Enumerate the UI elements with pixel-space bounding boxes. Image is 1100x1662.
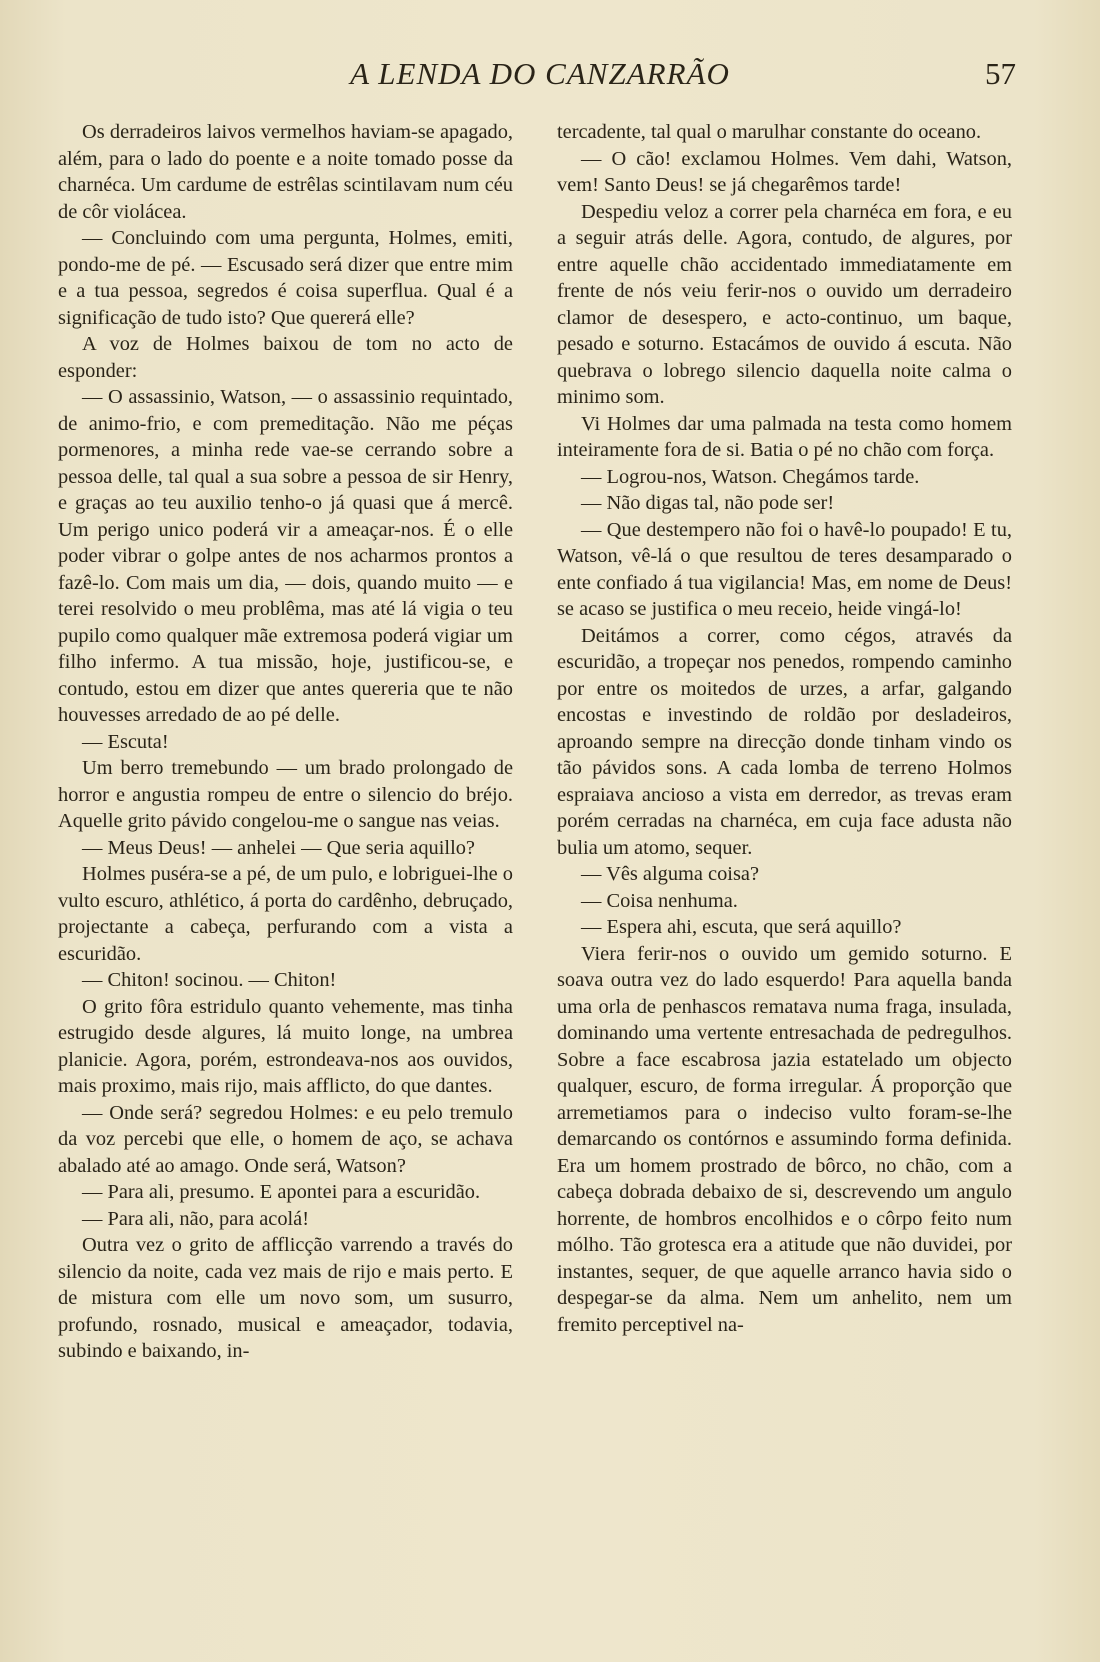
page-number: 57 — [985, 56, 1016, 91]
paragraph: Holmes puséra-se a pé, de um pulo, e lobriguei-lhe o vulto escuro, athlético, á porta do cardênho, debruçado, projectante a cabeça, perfurando com a vista a escuridão. — [58, 863, 513, 965]
paragraph: Viera ferir-nos o ouvido um gemido soturno. E soava outra vez do lado esquerdo! Para aquella banda uma orla de penhascos rematava numa fraga, insulada, dominando uma vertente entresachada de pedregulhos. Sobre a face escabrosa jazia estatelado um objecto qualquer, escuro, de forma irregular. Á proporção que arremetiamos para o indeciso vulto foram-se-lhe demarcando os contórnos e assumindo forma definida. Era um homem prostrado de bôrco, no chão, com a cabeça dobrada debaixo de si, descrevendo um angulo horrente, de hombros encolhidos e o côrpo feito num mólho. Tão grotesca era a atitude que não duvidei, por instantes, sequer, de que aquelle arranco havia sido o despegar-se da alma. Nem um anhelito, nem um fremito perceptivel na- — [557, 942, 1012, 1336]
paragraph: — Chiton! socinou. — Chiton! — [82, 969, 337, 991]
paragraph: — Vês alguma coisa? — [581, 863, 759, 885]
paragraph: — O assassinio, Watson, — o assassinio requintado, de animo-frio, e com premeditação. Não me péças pormenores, a minha rede vae-se cerrando sobre a pessoa delle, tal qual a sua sobre a pessoa de sir Henry, e graças ao teu auxilio tenho-o já quasi que á mercê. Um perigo unico poderá vir a ameaçar-nos. É o elle poder vibrar o golpe antes de nos acharmos prontos a fazê-lo. Com mais um dia, — dois, quando muito — e terei resolvido o meu problêma, mas até lá vigia o teu pupilo como qualquer mãe extremosa poderá vigiar um filho infermo. A tua missão, hoje, justificou-se, e contudo, estou em dizer que antes quereria que te não houvesses arredado de ao pé delle. — [58, 386, 513, 726]
paragraph: — Escuta! — [82, 730, 169, 753]
paragraph: Os derradeiros laivos vermelhos haviam-se apagado, além, para o lado do poente e a noite tomado posse da charnéca. Um cardume de estrêlas scintilavam num céu de côr violácea. — [58, 121, 513, 223]
page-header — [60, 50, 1020, 96]
paragraph: Deitámos a correr, como cégos, através da escuridão, a tropeçar nos penedos, rompendo caminho por entre os moitedos de urzes, a arfar, galgando encostas e investindo de roldão por desladeiros, aproando sempre na direcção donde tinham vindo os tão pávidos sons. A cada lomba de terreno Holmos espraiava ancioso a vista em derredor, as trevas eram porém cerradas na charnéca, em cuja face adusta não bulia um atomo, sequer. — [557, 624, 1012, 859]
paragraph: Despediu veloz a correr pela charnéca em fora, e eu a seguir atrás delle. Agora, contudo, de algures, por entre aquelle chão accidentado immediatamente em frente de nós veiu ferir-nos o ouvido um derradeiro clamor de desespero, e acto-continuo, um baque, pesado e soturno. Estacámos de ouvido á escuta. Não quebrava o lobrego silencio daquella noite calma o minimo som. — [557, 200, 1012, 408]
paragraph: O grito fôra estridulo quanto vehemente, mas tinha estrugido desde algures, lá muito longe, na umbrea planicie. Agora, porém, estrondeava-nos aos ouvidos, mais proximo, mais rijo, mais afflicto, do que dantes. — [58, 995, 513, 1097]
paragraph: — Concluindo com uma pergunta, Holmes, emiti, pondo-me de pé. — Escusado será dizer que entre mim e a tua pessoa, segredos é coisa superflua. Qual é a significação de tudo isto? Que quererá elle? — [58, 227, 513, 329]
paragraph: — Espera ahi, escuta, que será aquillo? — [581, 916, 902, 938]
paragraph: Outra vez o grito de afflicção varrendo a través do silencio da noite, cada vez mais de rijo e mais perto. E de mistura com elle um novo som, um susurro, profundo, rosnado, musical e ameaçador, todavia, subindo e baixando, in- — [58, 1234, 513, 1362]
paragraph: — Para ali, presumo. E apontei para a escuridão. — [82, 1181, 481, 1203]
paragraph: — Coisa nenhuma. — [581, 889, 738, 912]
paragraph: A voz de Holmes baixou de tom no acto de esponder: — [58, 333, 513, 382]
paragraph: Vi Holmes dar uma palmada na testa como homem inteiramente fora de si. Batia o pé no chão com força. — [557, 412, 1012, 461]
paragraph: — O cão! exclamou Holmes. Vem dahi, Watson, vem! Santo Deus! se já chegarêmos tarde! — [557, 147, 1012, 196]
running-title: A LENDA DO CANZARRÃO — [350, 56, 730, 91]
paragraph: — Que destempero não foi o havê-lo poupado! E tu, Watson, vê-lá o que resultou de teres desamparado o ente confiado á tua vigilancia! Mas, em nome de Deus! se acaso se justifica o meu receio, heide vingá-lo! — [557, 518, 1012, 620]
paragraph: — Onde será? segredou Holmes: e eu pelo tremulo da voz percebi que elle, o homem de aço, se achava abalado até ao amago. Onde será, Watson? — [58, 1101, 513, 1177]
paragraph: — Para ali, não, para acolá! — [82, 1207, 310, 1230]
paragraph: — Meus Deus! — anhelei — Que seria aquillo? — [82, 836, 475, 859]
paragraph: — Não digas tal, não pode ser! — [581, 492, 835, 514]
right-text-column — [557, 119, 1012, 1338]
paragraph: Um berro tremebundo — um brado prolongado de horror e angustia rompeu de entre o silencio do bréjo. Aquelle grito pávido congelou-me o sangue nas veias. — [58, 757, 513, 832]
paragraph: tercadente, tal qual o marulhar constante do oceano. — [557, 121, 982, 143]
paragraph: — Logrou-nos, Watson. Chegámos tarde. — [581, 465, 920, 488]
left-text-column — [58, 119, 513, 1365]
